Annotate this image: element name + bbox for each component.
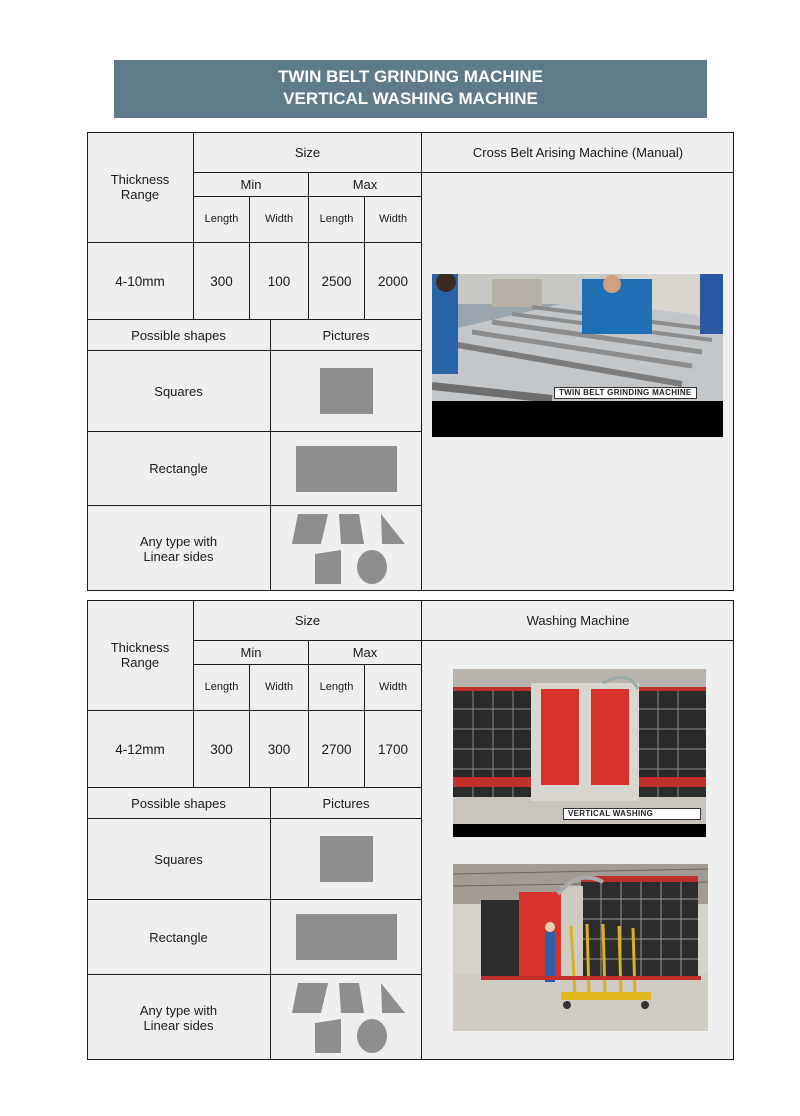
max-label: Max [352, 645, 378, 660]
shape-any-cell [87, 975, 271, 1060]
min-width-value [250, 243, 309, 320]
rectangle-shape [296, 446, 397, 492]
min-length-header [194, 665, 250, 711]
length-label: Length [204, 681, 239, 693]
circle-shape [357, 1019, 387, 1053]
max-width-header [365, 197, 422, 243]
max-width-value [365, 711, 422, 788]
thickness-value [87, 711, 194, 788]
rectangle-picture-cell [271, 432, 422, 506]
length-label: Length [204, 213, 239, 225]
possible-shapes-header [87, 788, 271, 819]
size-header [194, 132, 422, 173]
width-label: Width [378, 681, 408, 693]
vertical-washing-photo [453, 669, 706, 837]
thickness-value-text: 4-12mm [115, 741, 165, 757]
polygon-shapes [271, 506, 422, 591]
max-length-header [309, 197, 365, 243]
pentagon-shape [315, 550, 341, 584]
circle-shape [357, 550, 387, 584]
min-length-text: 300 [210, 741, 233, 757]
max-length-text: 2500 [321, 273, 352, 289]
thickness-value-text: 4-10mm [115, 273, 165, 289]
photo-caption: TWIN BELT GRINDING MACHINE [554, 387, 697, 399]
rectangle-picture-cell [271, 900, 422, 975]
min-length-header [194, 197, 250, 243]
min-width-text: 100 [267, 273, 291, 289]
thickness-range-header [87, 132, 194, 243]
trapezoid-shape-2 [339, 983, 364, 1013]
page-header [114, 60, 707, 118]
square-shape [320, 368, 373, 414]
trapezoid-shape-2 [339, 514, 364, 544]
possible-shapes-label: Possible shapes [131, 795, 226, 811]
min-header [194, 173, 309, 197]
max-length-value [309, 711, 365, 788]
photo-illustration [453, 864, 708, 1031]
max-width-value [365, 243, 422, 320]
photo-caption: VERTICAL WASHING [563, 808, 701, 820]
width-label: Width [264, 681, 294, 693]
machine-title-header [422, 600, 734, 641]
shape-any-label: Any type with Linear sides [139, 533, 218, 564]
shape-rectangle-label: Rectangle [149, 461, 208, 476]
pictures-label: Pictures [322, 795, 370, 811]
shape-squares-label: Squares [154, 383, 203, 399]
thickness-range-label: Thickness Range [110, 640, 170, 670]
max-header [309, 173, 422, 197]
photo-illustration [432, 274, 723, 437]
min-length-value [194, 711, 250, 788]
min-width-header [250, 197, 309, 243]
shape-any-label: Any type with Linear sides [139, 1002, 218, 1033]
shape-squares-cell [87, 351, 271, 432]
min-width-text: 300 [267, 741, 291, 757]
trapezoid-shape [292, 514, 328, 544]
shape-rectangle-cell [87, 900, 271, 975]
shape-squares-label: Squares [154, 851, 203, 867]
max-length-value [309, 243, 365, 320]
min-width-value [250, 711, 309, 788]
triangle-shape [381, 983, 405, 1013]
machine-title-label: Washing Machine [526, 612, 630, 628]
any-shape-picture-cell [271, 506, 422, 591]
min-length-text: 300 [210, 273, 233, 289]
trapezoid-shape [292, 983, 328, 1013]
max-length-text: 2700 [321, 741, 352, 757]
max-header [309, 641, 422, 665]
min-width-header [250, 665, 309, 711]
min-length-value [194, 243, 250, 320]
polygon-shapes [271, 975, 422, 1060]
width-label: Width [378, 213, 408, 225]
shape-rectangle-cell [87, 432, 271, 506]
machine-title-label: Cross Belt Arising Machine (Manual) [472, 144, 684, 160]
length-label: Length [319, 681, 354, 693]
header-line-2: VERTICAL WASHING MACHINE [283, 89, 538, 108]
size-label: Size [294, 612, 321, 628]
min-label: Min [240, 177, 262, 192]
any-shape-picture-cell [271, 975, 422, 1060]
size-label: Size [294, 144, 321, 160]
pictures-label: Pictures [322, 327, 370, 343]
triangle-shape [381, 514, 405, 544]
square-picture-cell [271, 819, 422, 900]
spec-table-1 [87, 132, 734, 591]
min-label: Min [240, 645, 262, 660]
max-width-text: 1700 [377, 741, 409, 757]
shape-rectangle-label: Rectangle [149, 929, 208, 945]
machine-title-header [422, 132, 734, 173]
max-length-header [309, 665, 365, 711]
pentagon-shape [315, 1019, 341, 1053]
possible-shapes-header [87, 320, 271, 351]
square-picture-cell [271, 351, 422, 432]
twin-belt-photo [432, 274, 723, 437]
possible-shapes-label: Possible shapes [131, 327, 226, 343]
width-label: Width [264, 213, 294, 225]
shape-squares-cell [87, 819, 271, 900]
length-label: Length [319, 213, 354, 225]
header-line-1: TWIN BELT GRINDING MACHINE [277, 67, 544, 86]
rectangle-shape [296, 914, 397, 960]
thickness-value [87, 243, 194, 320]
pictures-header [271, 320, 422, 351]
shape-any-cell [87, 506, 271, 591]
washing-machine-factory-photo [453, 864, 708, 1031]
size-header [194, 600, 422, 641]
thickness-range-header [87, 600, 194, 711]
thickness-range-label: Thickness Range [110, 172, 170, 202]
max-width-header [365, 665, 422, 711]
min-header [194, 641, 309, 665]
max-width-text: 2000 [377, 273, 409, 289]
square-shape [320, 836, 373, 882]
max-label: Max [352, 177, 378, 192]
spec-table-2 [87, 600, 734, 1060]
pictures-header [271, 788, 422, 819]
